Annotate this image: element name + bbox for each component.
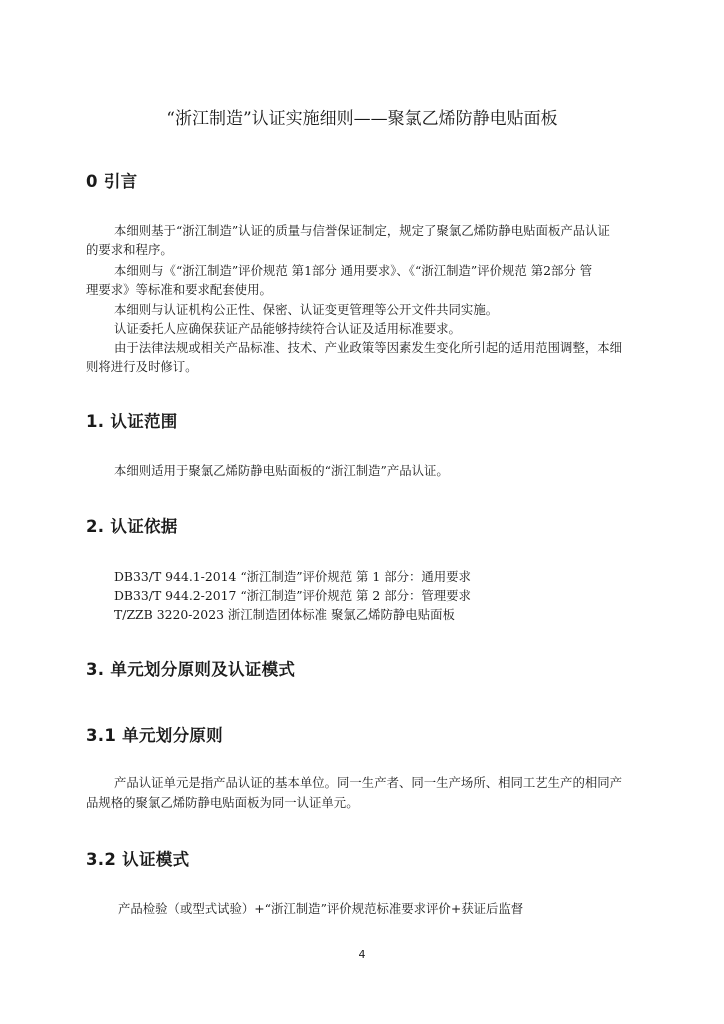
heading-certification-scope: 1. 认证范围	[86, 412, 178, 431]
intro-line-6: 认证委托人应确保获证产品能够持续符合认证及适用标准要求。	[114, 321, 461, 336]
mode-text: 产品检验（或型式试验）+“浙江制造”评价规范标准要求评价+获证后监督	[118, 901, 524, 916]
intro-line-3: 本细则与《“浙江制造”评价规范 第1部分 通用要求》、《“浙江制造”评价规范 第2部分 管	[114, 263, 593, 278]
unit-line-2: 品规格的聚氯乙烯防静电贴面板为同一认证单元。	[86, 795, 359, 810]
heading-certification-mode: 3.2 认证模式	[86, 850, 190, 869]
intro-line-1: 本细则基于“浙江制造”认证的质量与信誉保证制定，规定了聚氯乙烯防静电贴面板产品认证	[114, 223, 610, 238]
unit-line-1: 产品认证单元是指产品认证的基本单位。同一生产者、同一生产场所、相同工艺生产的相同产	[114, 775, 623, 790]
intro-line-2: 的要求和程序。	[86, 242, 173, 257]
scope-text: 本细则适用于聚氯乙烯防静电贴面板的“浙江制造”产品认证。	[114, 463, 449, 478]
heading-unit-and-mode: 3. 单元划分原则及认证模式	[86, 660, 296, 679]
heading-introduction: 0 引言	[86, 172, 138, 191]
document-title: “浙江制造”认证实施细则——聚氯乙烯防静电贴面板	[166, 109, 558, 129]
heading-certification-basis: 2. 认证依据	[86, 517, 178, 536]
reference-3: T/ZZB 3220-2023 浙江制造团体标准 聚氯乙烯防静电贴面板	[114, 607, 455, 622]
intro-line-4: 理要求》等标准和要求配套使用。	[86, 282, 272, 297]
reference-1: DB33/T 944.1-2014 “浙江制造”评价规范 第 1 部分：通用要求	[114, 569, 471, 584]
reference-2: DB33/T 944.2-2017 “浙江制造”评价规范 第 2 部分：管理要求	[114, 588, 471, 603]
page-number: 4	[358, 948, 366, 961]
heading-unit-division: 3.1 单元划分原则	[86, 726, 223, 745]
intro-line-8: 则将进行及时修订。	[86, 359, 198, 374]
intro-line-5: 本细则与认证机构公正性、保密、认证变更管理等公开文件共同实施。	[114, 302, 499, 317]
intro-line-7: 由于法律法规或相关产品标准、技术、产业政策等因素发生变化所引起的适用范围调整，本细	[114, 340, 623, 355]
